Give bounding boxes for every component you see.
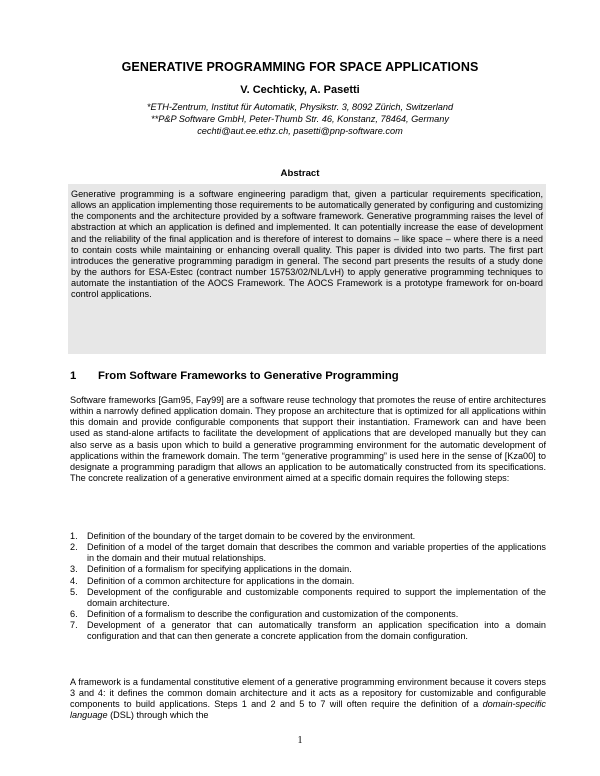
list-item [70,542,546,564]
affiliation-pnp: **P&P Software GmbH, Peter-Thumb Str. 46, Konstanz, 78464, Germany [151,114,449,124]
list-item [70,564,546,575]
paper-authors: V. Cechticky, A. Pasetti [240,84,360,96]
list-item-text: Development of the configurable and customizable components required to support the implementation of the domain architecture. [87,586,546,608]
author-emails: cechti@aut.ee.ethz.ch, pasetti@pnp-software.com [197,126,403,136]
list-item-text: Definition of a formalism to describe the configuration and customization of the components. [87,609,459,620]
paper-title: GENERATIVE PROGRAMMING FOR SPACE APPLICATIONS [121,60,479,74]
list-item-text: Definition of a formalism for specifying applications in the domain. [87,564,352,575]
section-number: 1 [70,370,77,382]
abstract-box [68,184,546,354]
list-item-text: Definition of a model of the target domain that describes the common and variable properties of the applications in the domain and their mutual relationships. [87,542,546,564]
list-item-text: Definition of the boundary of the target domain to be covered by the environment. [87,531,416,541]
list-item-number: 5. [70,586,78,597]
paragraph-text: A framework is a fundamental constitutive element of a generative programming environment because it covers steps 3 and 4: it defines the common domain architecture and it acts as a repository for customizable and configurable components to build applications. Steps 1 and 2 and 5 to 7 will often require the definition of a [70,677,546,710]
paragraph-emphasis: domain-specific language [70,699,546,721]
list-item-number: 2. [70,542,78,553]
page-number: 1 [297,735,303,746]
list-item [70,576,546,587]
list-item-number: 4. [70,575,78,586]
section-heading [70,370,399,382]
list-item [70,587,546,609]
paragraph-framework-role [70,677,546,722]
paragraph-text-end: (DSL) through which the [107,710,209,721]
list-item-number: 7. [70,620,78,631]
section-title: From Software Frameworks to Generative Programming [98,370,399,382]
list-item [70,609,546,620]
list-item-text: Development of a generator that can automatically transform an application specification into a domain configuration and that can then generate a concrete application from the domain configuration. [87,620,546,642]
steps-list [70,531,546,643]
list-item-number: 6. [70,609,78,620]
affiliation-eth: *ETH-Zentrum, Institut für Automatik, Physikstr. 3, 8092 Zürich, Switzerland [146,102,454,112]
abstract-text: Generative programming is a software engineering paradigm that, given a particular requirements specification, allows an application implementing those requirements to be automatically generated by configuring and customizing the components and the architecture provided by a software framework. Generative programming raises the level of abstraction at which an application is defined and implemented. It can potentially increase the ease of development and the reliability of the final application and is therefore of interest to domains – like space – where there is a need to contain costs while maintaining or enhancing overall quality. This paper is divided into two parts. The first part introduces the generative programming paradigm in general. The second part presents the results of a study done by the authors for ESA-Estec (contract number 15753/02/NL/LvH) to apply generative programming techniques to automate the instantiation of the AOCS Framework. The AOCS Framework is a prototype framework for on-board control applications. [71,189,543,300]
paragraph-frameworks: Software frameworks [Gam95, Fay99] are a software reuse technology that promotes the reuse of entire architectures within a narrowly defined application domain. They propose an architecture that is optimized for all applications within this domain and provide configurable components that support their instantiation. Framework can and have been used as stand-alone artifacts to facilitate the development of applications that are developed manually but they can also serve as a basis upon which to build a generative programming environment for the automatic development of applications within the framework domain. The term “generative programming” is used here in the sense of [Kza00] to designate a programming paradigm that allows an application to be automatically constructed from its specifications. The concrete realization of a generative environment aimed at a specific domain requires the following steps: [70,395,546,484]
abstract-heading: Abstract [280,168,320,179]
list-item [70,531,546,542]
list-item-number: 1. [70,531,78,541]
list-item [70,620,546,642]
list-item-text: Definition of a common architecture for applications in the domain. [87,575,355,586]
list-item-number: 3. [70,564,78,575]
